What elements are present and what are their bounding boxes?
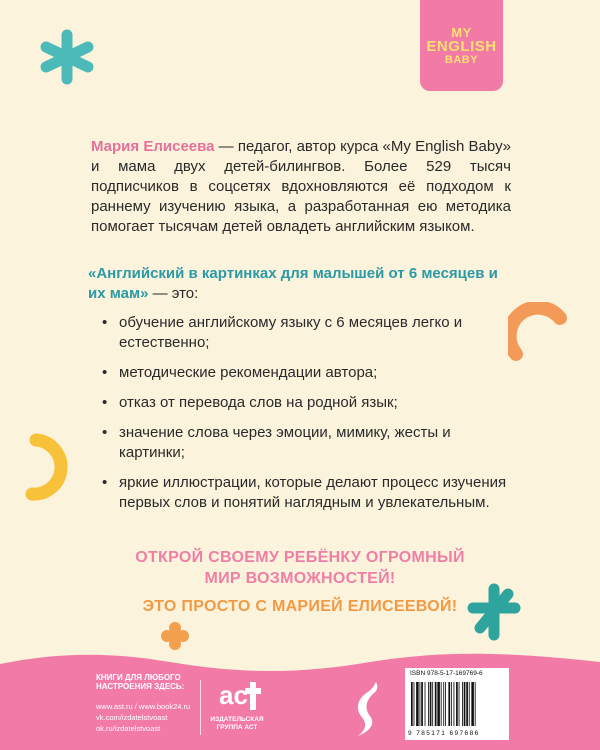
barcode-bar [420,682,421,726]
feature-text: яркие иллюстрации, которые делают процесс изучения первых слов и понятий наглядным и увлекательным. [119,474,507,511]
list-item [102,393,512,413]
brand-line-baby: BABY [444,53,479,66]
barcode-bar [448,682,450,726]
slogan-line-2: МИР ВОЗМОЖНОСТЕЙ! [204,570,396,587]
footer-link-website[interactable]: www.ast.ru / www.book24.ru [96,702,191,711]
barcode-bar [441,682,442,726]
barcode-bar [456,682,458,726]
barcode-bar [462,682,463,726]
bullet-icon: • [102,364,108,381]
feature-text: методические рекомендации автора; [119,364,378,381]
stylized-figure-icon [352,680,386,738]
book-intro-suffix: — это: [148,285,199,302]
barcode-bar [425,682,426,726]
barcode-bar [451,682,452,726]
feature-text: значение слова через эмоции, мимику, жесты и картинки; [119,424,451,461]
footer-band [0,652,600,750]
feature-text: обучение английскому языку с 6 месяцев легко и естественно; [119,314,463,351]
slogan-secondary: ЭТО ПРОСТО С МАРИЕЙ ЕЛИСЕЕВОЙ! [142,598,458,615]
feature-text: отказ от перевода слов на родной язык; [119,394,398,411]
list-item [102,313,512,353]
barcode-digits: 9 785171 697686 [408,730,480,737]
barcode-bar [445,682,446,726]
orange-arc-icon [508,302,570,364]
barcode-bar [464,682,466,726]
slogan-main [0,547,600,589]
list-item [102,363,512,383]
svg-text:ac: ac [219,680,248,710]
brand-line-my: MY [451,24,472,40]
footer-divider [200,680,201,735]
author-bio-text: — педагог, автор курса «My English Baby» и мама двух детей-билингвов. Более 529 тысяч подписчиков в соцсетях вдохновляются её подходом к раннему изучению языка, а разработанная ею методика помогает тысячам детей овладеть английским языком. [91,138,511,235]
barcode-bar [421,682,423,726]
feature-list [102,313,512,523]
publisher-logo-icon [217,676,261,714]
footer-link-vk[interactable]: vk.com/izdatelstvoast [96,713,168,722]
book-intro [88,264,518,304]
barcode-bar [459,682,460,726]
barcode-bar [435,682,437,726]
slogan-line-1: ОТКРОЙ СВОЕМУ РЕБЁНКУ ОГРОМНЫЙ [135,549,465,566]
barcode-bar [414,682,415,726]
brand-line-english: ENGLISH [426,37,497,55]
yellow-arc-icon [18,432,70,504]
barcode-bar [411,682,413,726]
barcode-bar [471,682,474,726]
barcode-bar [475,682,476,726]
orange-flower-icon [160,621,190,651]
barcode-bar [466,682,468,726]
barcode-bar [430,682,432,726]
footer-link-ok[interactable]: ok.ru/izdatelstvoast [96,724,161,733]
publisher-caption: ИЗДАТЕЛЬСКАЯ ГРУППА АСТ [210,716,264,731]
isbn-number: ISBN 978-5-17-169769-6 [410,670,483,677]
barcode-bar [437,682,440,726]
footer-heading: КНИГИ ДЛЯ ЛЮБОГО НАСТРОЕНИЯ ЗДЕСЬ: [96,673,185,691]
list-item [102,473,512,513]
barcode [409,682,505,726]
bullet-icon: • [102,314,108,331]
book-title: «Английский в картинках для малышей от 6 месяцев и их мам» [88,265,498,302]
barcode-bar [416,682,419,726]
bullet-icon: • [102,394,108,411]
list-item [102,423,512,463]
teal-asterisk-icon [37,27,97,87]
barcode-bar [432,682,433,726]
brand-logo [420,0,503,91]
author-name: Мария Елисеева [91,138,215,155]
barcode-bar [443,682,444,726]
barcode-bar [428,682,429,726]
barcode-bar [469,682,470,726]
author-bio [91,137,511,237]
bullet-icon: • [102,424,108,441]
barcode-bar [454,682,455,726]
pink-wave-background [0,652,600,750]
bullet-icon: • [102,474,108,491]
